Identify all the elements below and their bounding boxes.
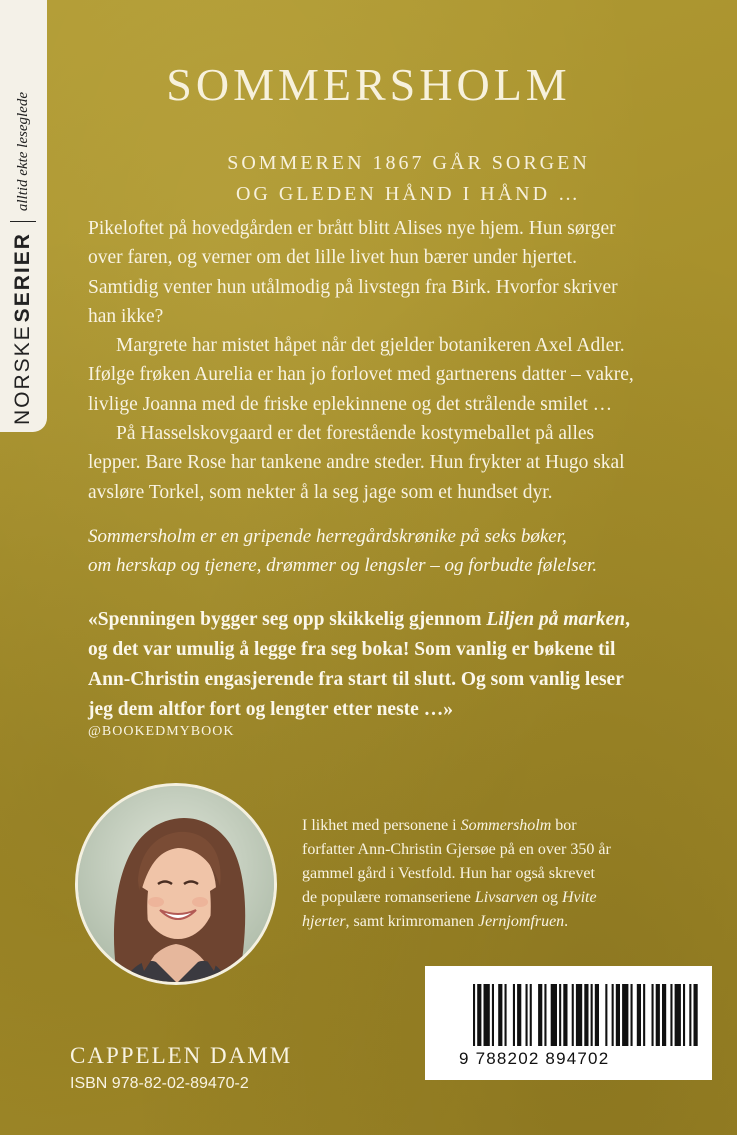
blurb-paragraph [88, 419, 718, 507]
quote-line: og det var umulig å legge fra seg boka! Som vanlig er bøkene til [88, 639, 616, 660]
barcode-bar [544, 984, 546, 1046]
author-bio [302, 814, 712, 934]
blurb-line: Margrete har mistet håpet når det gjelder botanikeren Axel Adler. [116, 335, 625, 357]
barcode-bar [591, 984, 593, 1046]
blurb-line: På Hasselskovgaard er det forestående kostymeballet på alles [116, 423, 595, 445]
barcode-bar [530, 984, 532, 1046]
series-brand-light: NORSKE [11, 324, 34, 425]
bio-text: I likhet med personene i [302, 817, 461, 834]
barcode-digits: 9 788202 894702 [459, 1049, 610, 1068]
barcode-bar [551, 984, 557, 1046]
barcode-bar [576, 984, 582, 1046]
barcode-bar [656, 984, 660, 1046]
author-portrait-icon [78, 786, 274, 982]
barcode-bar [498, 984, 502, 1046]
blurb-line: Ifølge frøken Aurelia er han jo forlovet med gartnerens datter – vakre, [88, 364, 634, 386]
barcode-bar [595, 984, 599, 1046]
review-quote [88, 605, 718, 725]
author-photo [75, 783, 277, 985]
barcode-bar [683, 984, 685, 1046]
bio-text: . [564, 913, 569, 930]
blurb-line: over faren, og verner om det lille livet hun bærer under hjertet. [88, 247, 577, 269]
quote-source: @BOOKEDMYBOOK [88, 724, 235, 739]
blurb [88, 214, 718, 507]
series-brand-bold: SERIER [11, 232, 34, 323]
isbn: ISBN 978-82-02-89470-2 [70, 1075, 249, 1092]
book-series-title: SOMMERSHOLM [166, 59, 571, 110]
barcode-bar [694, 984, 698, 1046]
quote-line: Ann-Christin engasjerende fra start til slutt. Og som vanlig leser [88, 669, 624, 690]
publisher-logo: CAPPELEN DAMM [70, 1043, 293, 1068]
barcode-bar [477, 984, 481, 1046]
bio-text: de populære romanseriene [302, 889, 475, 906]
quote-book-title: Liljen på marken [486, 609, 626, 630]
bio-title: Hvite [561, 889, 597, 906]
barcode [425, 966, 712, 1080]
barcode-bar [563, 984, 567, 1046]
barcode-bar [492, 984, 494, 1046]
bio-line [302, 910, 712, 934]
blurb-line: lepper. Bare Rose har tankene andre steder. Hun frykter at Hugo skal [88, 452, 625, 474]
bio-title: Sommersholm [460, 817, 552, 834]
barcode-bar [517, 984, 521, 1046]
quote-line: jeg dem altfor fort og lengter etter neste …» [88, 699, 453, 720]
quote-text: , [625, 609, 630, 630]
barcode-bar [652, 984, 654, 1046]
bio-text: bor [551, 817, 577, 834]
series-description [88, 522, 718, 580]
blurb-line: Samtidig venter hun utålmodig på livstegn fra Birk. Hvorfor skriver [88, 276, 618, 298]
blurb-line: avsløre Torkel, som nekter å la seg jage som et hundset dyr. [88, 481, 553, 503]
barcode-bar [689, 984, 691, 1046]
subtitle [80, 148, 737, 210]
barcode-bar [631, 984, 633, 1046]
bio-title: Jernjomfruen [477, 913, 565, 930]
series-tagline: alltid ekte leseglede [14, 92, 31, 212]
barcode-bar [616, 984, 620, 1046]
barcode-bar [643, 984, 645, 1046]
blurb-line: livlige Joanna med de friske eplekinnene og det strålende smilet … [88, 393, 613, 415]
bio-line: forfatter Ann-Christin Gjersøe på en over 350 år [302, 841, 611, 858]
subtitle-line: OG GLEDEN HÅND I HÅND … [235, 183, 582, 205]
blurb-line: Pikeloftet på hovedgården er brått blitt Alises nye hjem. Hun sørger [88, 218, 616, 239]
quote-line [88, 605, 718, 635]
barcode-bar [513, 984, 515, 1046]
bio-title: Livsarven [474, 889, 538, 906]
barcode-bar [622, 984, 628, 1046]
barcode-bar [662, 984, 666, 1046]
blurb-line: han ikke? [88, 305, 164, 327]
bio-line [302, 814, 712, 838]
barcode-bars [425, 966, 712, 1051]
quote-text: «Spenningen bygger seg opp skikkelig gjennom [88, 609, 487, 630]
barcode-bar [670, 984, 672, 1046]
barcode-bar [572, 984, 574, 1046]
series-divider [10, 221, 36, 222]
barcode-bar [505, 984, 507, 1046]
barcode-bar [538, 984, 542, 1046]
barcode-bar [473, 984, 475, 1046]
barcode-bar [637, 984, 641, 1046]
subtitle-line: SOMMEREN 1867 GÅR SORGEN [227, 152, 590, 174]
barcode-bar [526, 984, 528, 1046]
barcode-bar [484, 984, 490, 1046]
bio-text: og [537, 889, 562, 906]
bio-line [302, 886, 712, 910]
barcode-bar [559, 984, 561, 1046]
bio-text: , samt krimromanen [345, 913, 478, 930]
barcode-bar [605, 984, 607, 1046]
series-description-line: om herskap og tjenere, drømmer og lengsler – og forbudte følelser. [88, 555, 598, 576]
barcode-bar [675, 984, 681, 1046]
barcode-bar [584, 984, 588, 1046]
series-description-line: Sommersholm er en gripende herregårdskrønike på seks bøker, [88, 526, 567, 547]
barcode-bar [612, 984, 614, 1046]
bio-line: gammel gård i Vestfold. Hun har også skrevet [302, 865, 595, 882]
blurb-paragraph [88, 214, 718, 331]
bio-title: hjerter [302, 913, 346, 930]
blurb-paragraph [88, 331, 718, 419]
